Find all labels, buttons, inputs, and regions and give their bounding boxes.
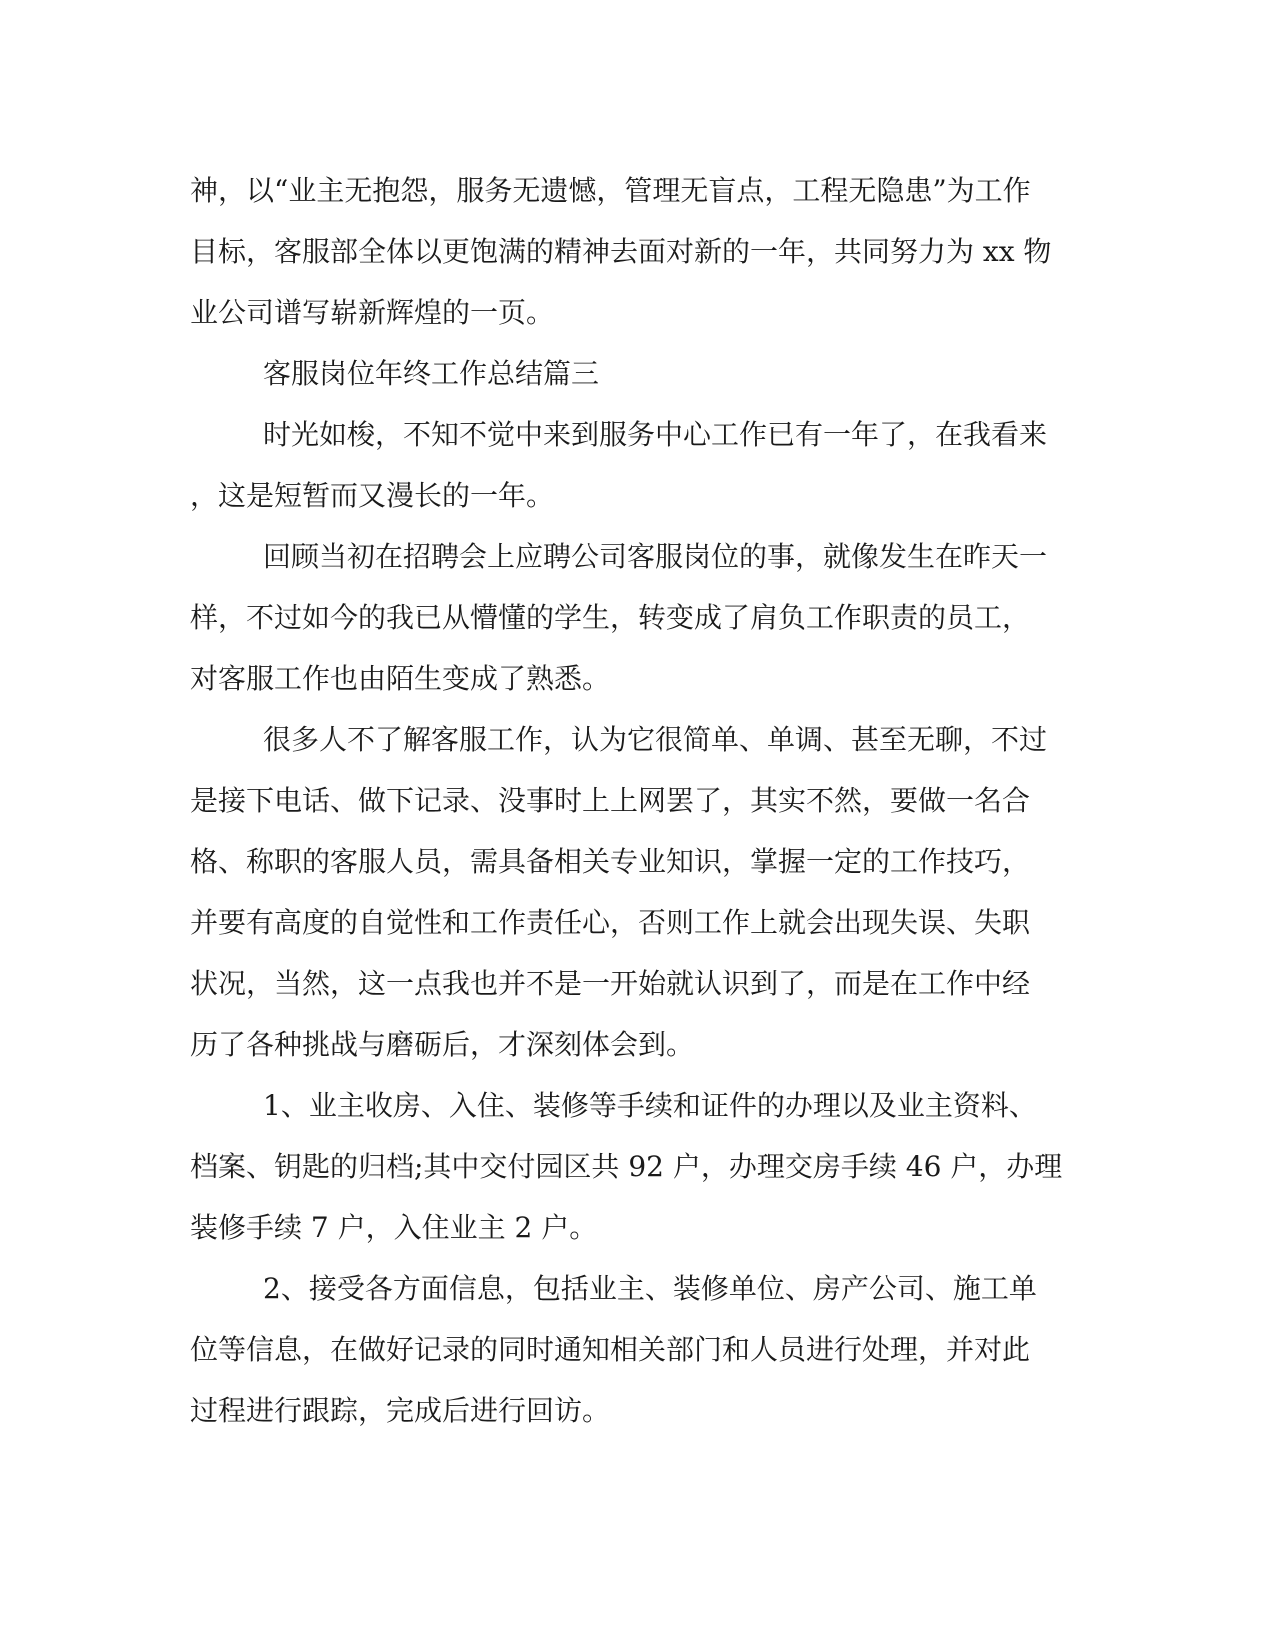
paragraph-line: 并要有高度的自觉性和工作责任心，否则工作上就会出现失误、失职 xyxy=(190,906,1031,939)
paragraph-line: 装修手续 7 户，入住业主 2 户。 xyxy=(190,1211,598,1244)
document-body xyxy=(190,160,1090,1441)
paragraph-line: 位等信息，在做好记录的同时通知相关部门和人员进行处理，并对此 xyxy=(190,1333,1031,1366)
paragraph-line: 格、称职的客服人员，需具备相关专业知识，掌握一定的工作技巧， xyxy=(190,845,1031,878)
paragraph-line: 回顾当初在招聘会上应聘公司客服岗位的事，就像发生在昨天一 xyxy=(263,540,1048,573)
paragraph-line: 历了各种挑战与磨砺后，才深刻体会到。 xyxy=(190,1028,695,1061)
paragraph-line: 神，以“业主无抱怨，服务无遗憾，管理无盲点，工程无隐患”为工作 xyxy=(190,174,1031,207)
paragraph-line: 目标，客服部全体以更饱满的精神去面对新的一年，共同努力为 xx 物 xyxy=(190,235,1052,268)
paragraph-line: ，这是短暂而又漫长的一年。 xyxy=(190,479,555,512)
paragraph-line: 业公司谱写崭新辉煌的一页。 xyxy=(190,296,555,329)
paragraph-line: 状况，当然，这一点我也并不是一开始就认识到了，而是在工作中经 xyxy=(190,967,1031,1000)
paragraph-line: 是接下电话、做下记录、没事时上上网罢了，其实不然，要做一名合 xyxy=(190,784,1031,817)
paragraph-line: 2、接受各方面信息，包括业主、装修单位、房产公司、施工单 xyxy=(263,1272,1037,1305)
paragraph-line: 样，不过如今的我已从懵懂的学生，转变成了肩负工作职责的员工， xyxy=(190,601,1031,634)
paragraph-line: 档案、钥匙的归档;其中交付园区共 92 户，办理交房手续 46 户，办理 xyxy=(190,1150,1063,1183)
paragraph-line: 1、业主收房、入住、装修等手续和证件的办理以及业主资料、 xyxy=(263,1089,1037,1122)
paragraph-line: 很多人不了解客服工作，认为它很简单、单调、甚至无聊，不过 xyxy=(263,723,1048,756)
paragraph-line: 过程进行跟踪，完成后进行回访。 xyxy=(190,1394,611,1427)
paragraph-line: 对客服工作也由陌生变成了熟悉。 xyxy=(190,662,611,695)
section-heading: 客服岗位年终工作总结篇三 xyxy=(263,357,600,390)
paragraph-line: 时光如梭，不知不觉中来到服务中心工作已有一年了，在我看来 xyxy=(263,418,1048,451)
